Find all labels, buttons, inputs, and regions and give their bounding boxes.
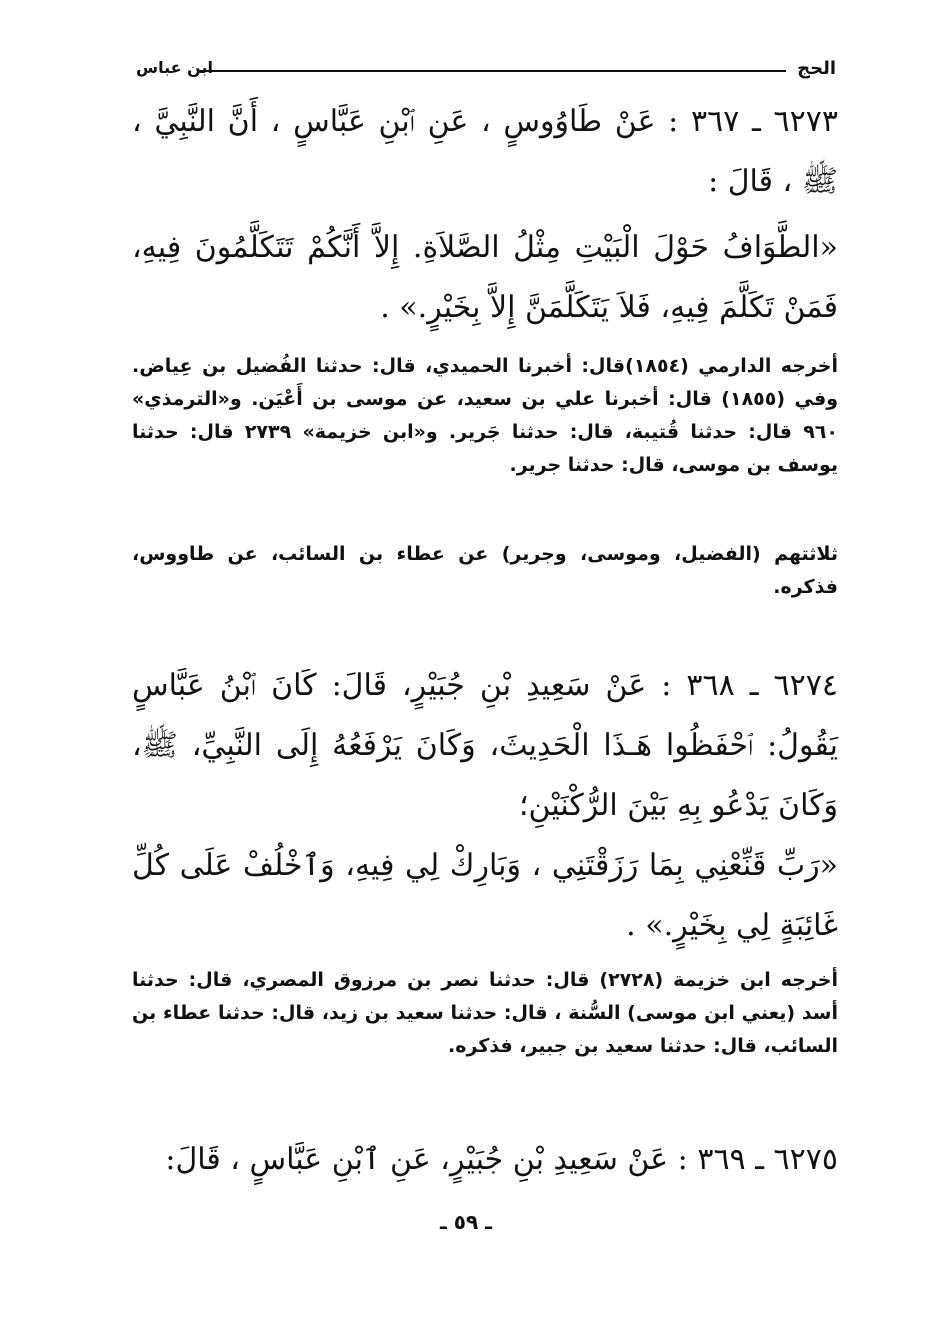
hadith-6274-takhrij-block [132,964,838,1063]
chapter-title: الحج [797,58,836,79]
takhrij-text: أخرجه الدارمي (١٨٥٤)قال: أخبرنا الحميدي، قال: حدثنا الفُضيل بن عِياض. وفي (١٨٥٥) قال: أخبرنا علي بن سعيد، عن موسى بن أَعْيَن. و«الترمذي» ٩٦٠ قال: حدثنا قُتيبة، قال: حدثنا جَرير. و«ابن خزيمة» ٢٧٣٩ قال: حدثنا يوسف بن موسى، قال: حدثنا جرير. [132,355,838,476]
takhrij-text: أخرجه ابن خزيمة (٢٧٢٨) قال: حدثنا نصر بن مرزوق المصري، قال: حدثنا أسد (يعني ابن موسى) السُّنة ، قال: حدثنا سعيد بن زيد، قال: حدثنا عطاء بن السائب، قال: حدثنا سعيد بن جبير، فذكره. [132,969,839,1057]
header-rule [198,70,786,72]
hadith-intro: ٦٢٧٥ ـ ٣٦٩ : عَنْ سَعِيدِ بْنِ جُبَيْرٍ، عَنِ ٱبْنِ عَبَّاسٍ ، قَالَ: [165,1142,838,1177]
hadith-6273-takhrij-block [132,350,838,482]
hadith-6274-intro-block [132,656,838,836]
hadith-6275-intro-block [132,1130,838,1190]
running-header [136,58,836,88]
hadith-intro: ٦٢٧٤ ـ ٣٦٨ : عَنْ سَعِيدِ بْنِ جُبَيْرٍ، قَالَ: كَانَ ٱبْنُ عَبَّاسٍ يَقُولُ: ٱحْفَظُوا هَـذَا الْحَدِيثَ، وَكَانَ يَرْفَعُهُ إِلَى النَّبِيِّ، ﷺ، وَكَانَ يَدْعُو بِهِ بَيْنَ الرُّكْنَيْنِ؛ [132,668,838,823]
hadith-6274-matn-block [132,836,838,956]
hadith-6273-intro-block [132,92,838,212]
hadith-intro: ٦٢٧٣ ـ ٣٦٧ : عَنْ طَاوُوسٍ ، عَنِ ٱبْنِ عَبَّاسٍ ، أَنَّ النَّبِيَّ ، ﷺ ، قَالَ : [132,104,838,199]
hadith-6273-isnad-block [132,538,838,604]
narrator-name: ابن عباس [136,58,214,77]
isnad-text: ثلاثتهم (الفضيل، وموسى، وجرير) عن عطاء بن السائب، عن طاووس، فذكره. [132,543,838,598]
hadith-6273-matn-block [132,218,838,338]
hadith-matn: «الطَّوَافُ حَوْلَ الْبَيْتِ مِثْلُ الصَّلاَةِ. إِلاَّ أَنَّكُمْ تَتَكَلَّمُونَ فِيهِ، فَمَنْ تَكَلَّمَ فِيهِ، فَلاَ يَتَكَلَّمَنَّ إِلاَّ بِخَيْرٍ.» . [132,230,838,325]
page-number: ـ ٥٩ ـ [439,1210,493,1234]
hadith-matn: «رَبِّ قَنِّعْنِي بِمَا رَزَقْتَنِي ، وَبَارِكْ لِي فِيهِ، وَٱخْلُفْ عَلَى كُلِّ غَائِبَةٍ لِي بِخَيْرٍ.» . [132,848,838,943]
